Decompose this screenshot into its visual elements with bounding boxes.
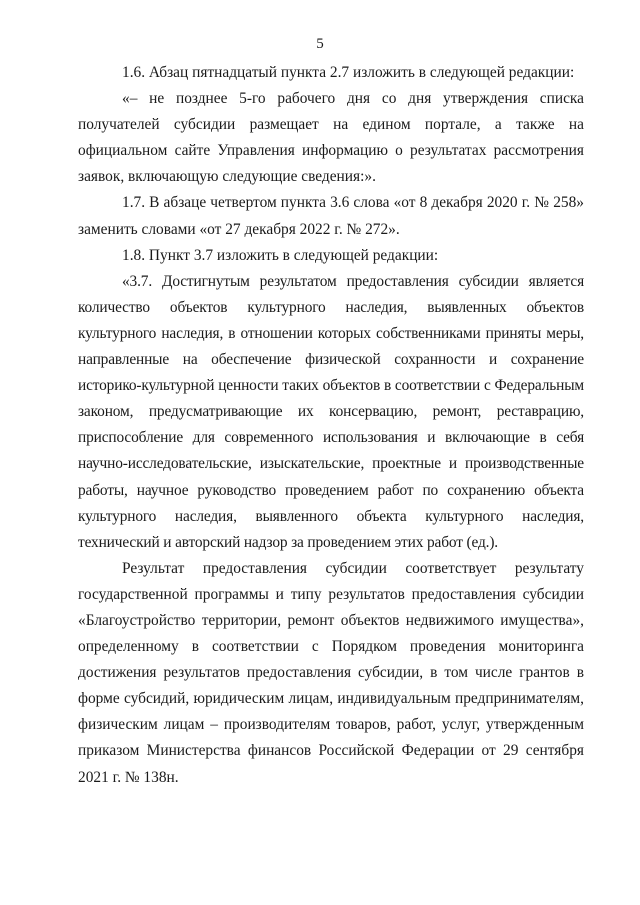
- document-body: [78, 60, 584, 791]
- page-number: 5: [316, 36, 324, 52]
- paragraph-3-7-quote: «3.7. Достигнутым результатом предоставления субсидии является количество объектов культурного наследия, выявленных объектов культурного наследия, в отношении которых собственниками приняты меры, направленные на обеспечение физической сохранности и сохранение историко-культурной ценности таких объектов в соответствии с Федеральным законом, предусматривающие их консервацию, ремонт, реставрацию, приспособление для современного использования и включающие в себя научно-исследовательские, изыскательские, проектные и производственные работы, научное руководство проведением работ по сохранению объекта культурного наследия, выявленного объекта культурного наследия, технический и авторский надзор за проведением этих работ (ед.).: [78, 272, 584, 551]
- paragraph-1-6-quote: «– не позднее 5-го рабочего дня со дня утверждения списка получателей субсидии размещает на едином портале, а также на официальном сайте Управления информацию о результатах рассмотрения заявок, включающую следующие сведения:».: [78, 90, 584, 186]
- paragraph-1-7: 1.7. В абзаце четвертом пункта 3.6 слова «от 8 декабря 2020 г. № 258» заменить словами «от 27 декабря 2022 г. № 272».: [78, 194, 584, 238]
- paragraph-result: Результат предоставления субсидии соответствует результату государственной программы и типу результатов предоставления субсидии «Благоустройство территории, ремонт объектов недвижимого имущества», определенному в соответствии с Порядком проведения мониторинга достижения результатов предоставления субсидии, в том числе грантов в форме субсидий, юридическим лицам, индивидуальным предпринимателям, физическим лицам – производителям товаров, работ, услуг, утвержденным приказом Министерства финансов Российской Федерации от 29 сентября 2021 г. № 138н.: [78, 559, 584, 786]
- paragraph-1-6: 1.6. Абзац пятнадцатый пункта 2.7 изложить в следующей редакции:: [122, 64, 575, 81]
- paragraph-1-8: 1.8. Пункт 3.7 изложить в следующей редакции:: [122, 246, 439, 264]
